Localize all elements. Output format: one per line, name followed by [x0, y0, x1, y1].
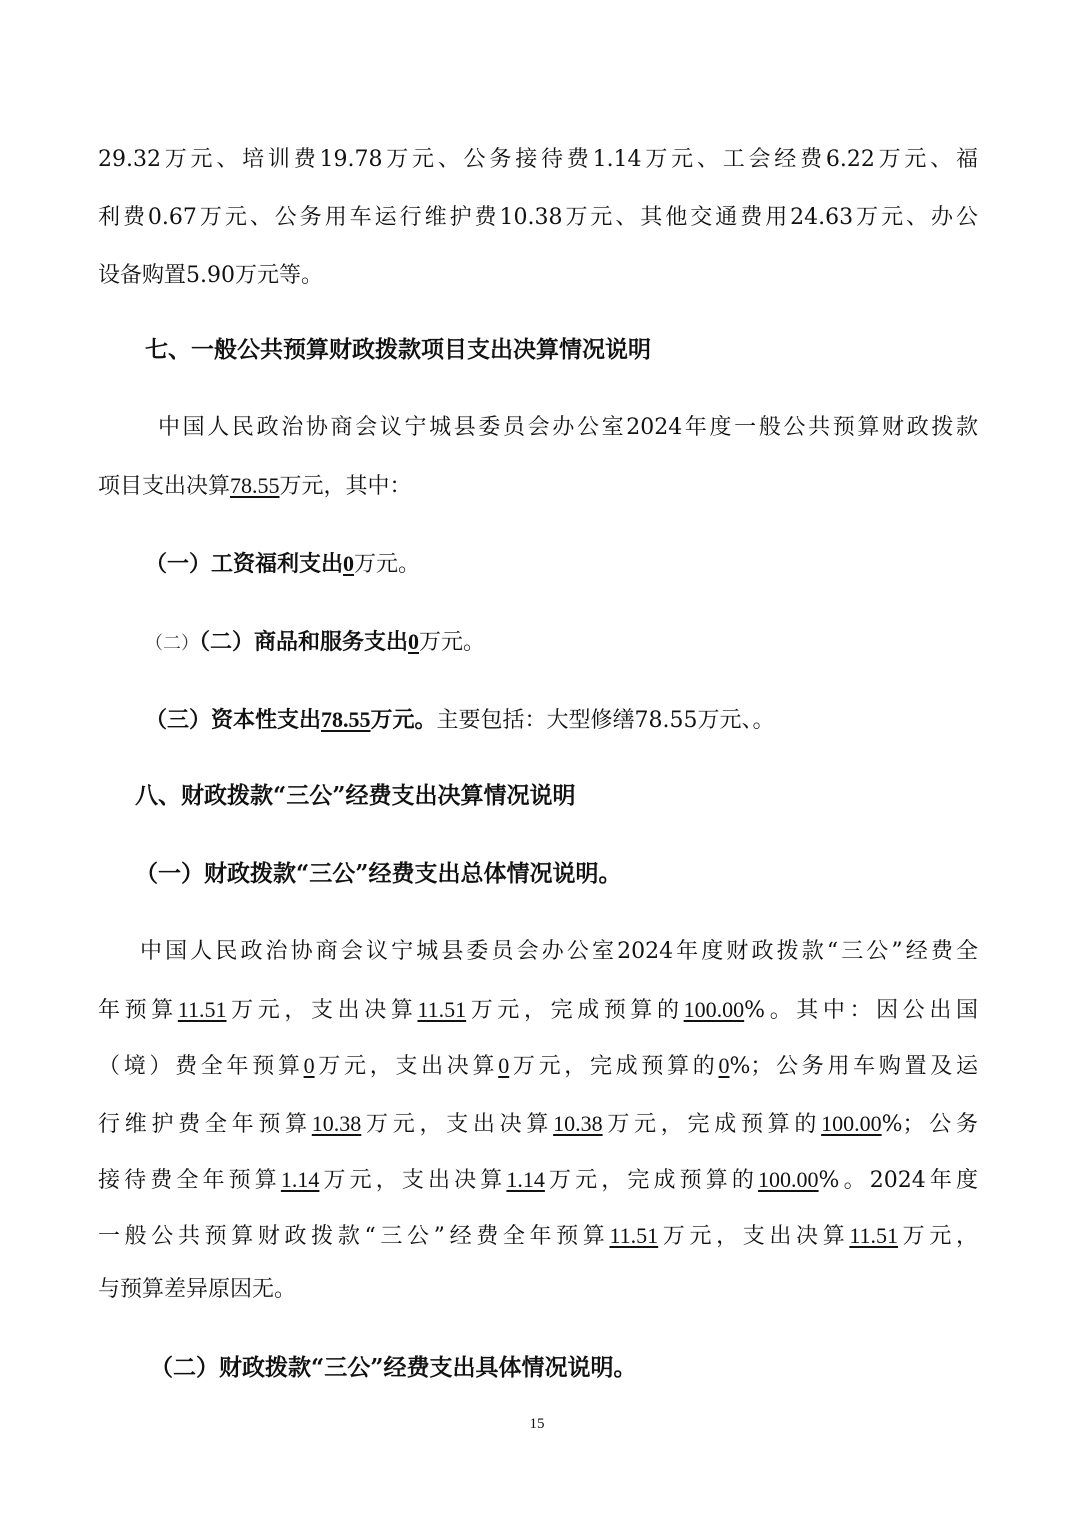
- value: 100.00: [821, 1111, 882, 1136]
- text: 万元，支出决算: [319, 1168, 507, 1193]
- text: 万元，: [898, 1224, 978, 1249]
- paragraph-line: 与预算差异原因无。: [98, 1277, 297, 1302]
- paragraph-line: 中国人民政治协商会议宁城县委员会办公室2024年度财政拨款“三公”经费全: [140, 939, 978, 964]
- text: %。2024年度: [818, 1168, 978, 1193]
- paragraph-line: [98, 1109, 978, 1140]
- item-label: （三）资本性支出: [145, 707, 322, 733]
- item-prefix: （二）: [145, 633, 199, 654]
- item-label: （一）工资福利支出: [145, 551, 344, 577]
- paragraph-line: 利费0.67万元、公务用车运行维护费10.38万元、其他交通费用24.63万元、办公: [98, 205, 978, 230]
- value: 100.00: [683, 997, 745, 1022]
- value: 0: [498, 1053, 510, 1078]
- paragraph-line: 29.32万元、培训费19.78万元、公务接待费1.14万元、工会经费6.22万元、福: [98, 147, 978, 172]
- item-3: [145, 705, 1025, 736]
- text: 万元，完成预算的: [509, 1054, 719, 1079]
- paragraph-line: 中国人民政治协商会议宁城县委员会办公室2024年度一般公共预算财政拨款: [158, 415, 978, 440]
- paragraph-line: 设备购置5.90万元等。: [98, 263, 323, 288]
- text: 年预算: [98, 998, 178, 1023]
- value: 0: [303, 1053, 315, 1078]
- value: 10.38: [553, 1111, 603, 1136]
- text: 万元，完成预算的: [602, 1112, 822, 1137]
- paragraph-line: [98, 1165, 978, 1196]
- value: 1.14: [506, 1167, 545, 1192]
- text: 万元，完成预算的: [466, 998, 684, 1023]
- text: 行维护费全年预算: [98, 1112, 312, 1137]
- paragraph-line: [98, 995, 978, 1026]
- section-heading-8: 八、财政拨款“三公”经费支出决算情况说明: [135, 782, 576, 809]
- text: %。其中：因公出国: [744, 998, 978, 1023]
- text: （境）费全年预算: [98, 1054, 304, 1079]
- item-value: 0: [408, 629, 420, 654]
- section-heading-7: 七、一般公共预算财政拨款项目支出决算情况说明: [145, 336, 651, 363]
- value: 0: [718, 1053, 730, 1078]
- paragraph-line: [98, 1051, 978, 1082]
- text: 万元，支出决算: [226, 998, 418, 1023]
- item-unit: 万元。: [419, 630, 486, 655]
- project-expense-value: 78.55: [230, 473, 280, 498]
- item-label: （二）商品和服务支出: [199, 629, 409, 655]
- text: 万元，支出决算: [361, 1112, 554, 1137]
- subsection-heading: （二）财政拨款“三公”经费支出具体情况说明。: [150, 1354, 637, 1381]
- item-unit: 万元。: [370, 707, 437, 733]
- text: 万元，支出决算: [658, 1224, 850, 1249]
- value: 11.51: [417, 997, 467, 1022]
- value: 11.51: [609, 1223, 659, 1248]
- item-2: [145, 627, 1025, 659]
- paragraph-line: [98, 471, 978, 502]
- item-value: 0: [343, 551, 355, 576]
- value: 10.38: [311, 1111, 362, 1136]
- item-value: 78.55: [321, 707, 371, 732]
- item-detail: 主要包括：大型修缮78.55万元、。: [436, 708, 775, 733]
- text: %；公务用车购置及运: [729, 1054, 978, 1079]
- text: 万元，支出决算: [314, 1054, 499, 1079]
- text: 项目支出决算: [98, 474, 231, 499]
- value: 11.51: [177, 997, 227, 1022]
- value: 1.14: [280, 1167, 320, 1192]
- text: 接待费全年预算: [98, 1168, 281, 1193]
- item-unit: 万元。: [354, 552, 421, 577]
- item-1: [145, 549, 1025, 580]
- paragraph-line: [98, 1221, 978, 1252]
- text: 一般公共预算财政拨款“三公”经费全年预算: [98, 1224, 610, 1249]
- text: 万元，其中：: [279, 474, 412, 499]
- page-number: 15: [529, 1416, 545, 1432]
- value: 11.51: [849, 1223, 899, 1248]
- text: %；公务: [881, 1112, 978, 1137]
- value: 100.00: [758, 1167, 819, 1192]
- subsection-heading: （一）财政拨款“三公”经费支出总体情况说明。: [135, 860, 622, 887]
- text: 万元，完成预算的: [544, 1168, 759, 1193]
